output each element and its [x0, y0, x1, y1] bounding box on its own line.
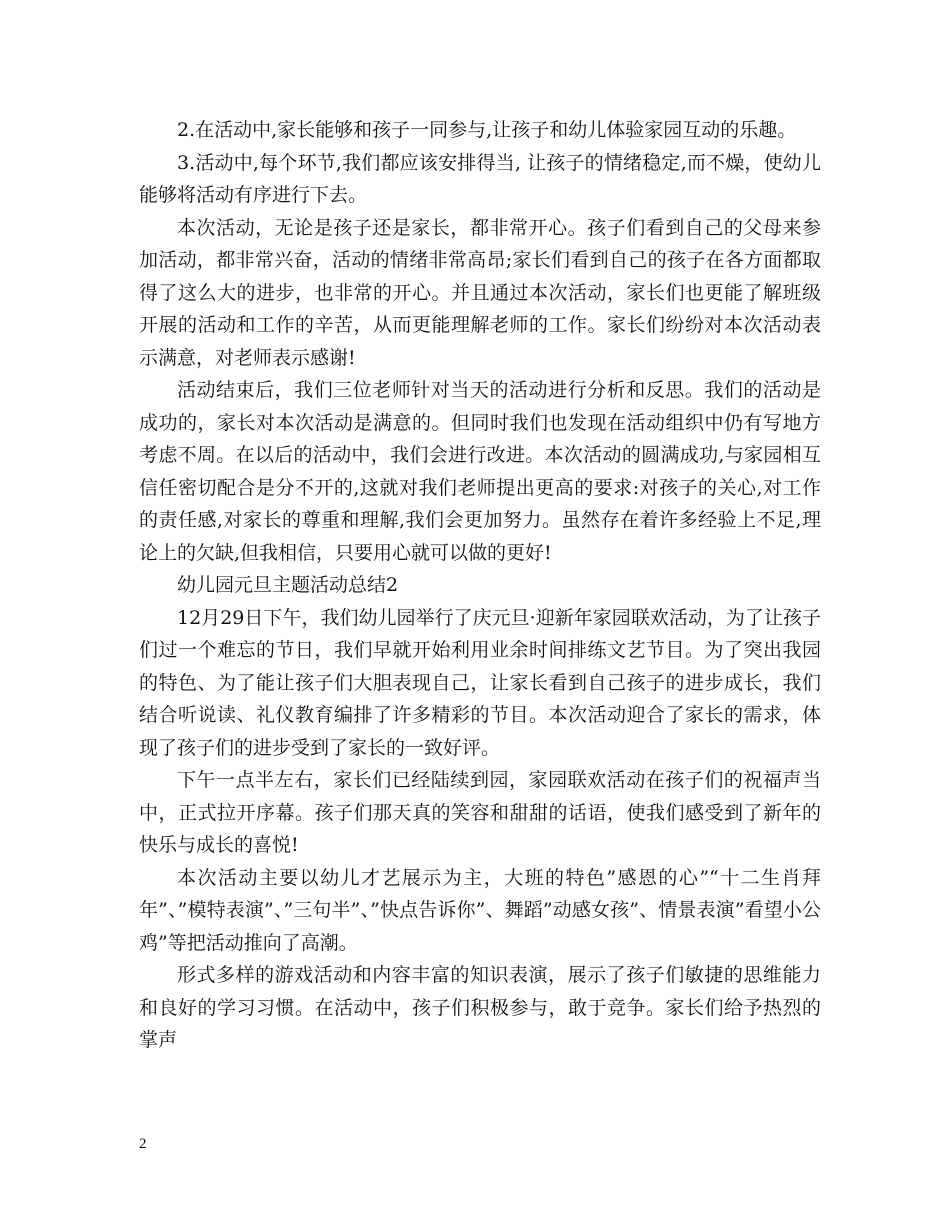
paragraph-performances: 本次活动主要以幼儿才艺展示为主，大班的特色”感恩的心”“十二生肖拜年”、”模特表演”、”三句半”、”快点告诉你”、舞蹈”动感女孩”、情景表演”看望小公鸡”等把活动推向了高潮。 — [139, 866, 821, 954]
paragraph-event-intro: 12月29日下午，我们幼儿园举行了庆元旦·迎新年家园联欢活动，为了让孩子们过一个难忘的节日，我们早就开始利用业余时间排练文艺节目。为了突出我园的特色、为了能让孩子们大胆表现自己，让家长看到自己孩子的进步成长，我们结合听说读、礼仪教育编排了许多精彩的节目。本次活动迎合了家长的需求，体现了孩子们的进步受到了家长的一致好评。 — [139, 606, 821, 759]
paragraph-item-2: 2.在活动中,家长能够和孩子一同参与,让孩子和幼儿体验家园互动的乐趣。 — [177, 119, 797, 141]
paragraph-reflection: 本次活动，无论是孩子还是家长，都非常开心。孩子们看到自己的父母来参加活动，都非常兴奋，活动的情绪非常高昂;家长们看到自己的孩子在各方面都取得了这么大的进步，也非常的开心。并且通过本次活动，家长们也更能了解班级开展的活动和工作的辛苦，从而更能理解老师的工作。家长们纷纷对本次活动表示满意，对老师表示感谢! — [139, 216, 821, 369]
section-heading: 幼儿园元旦主题活动总结2 — [177, 574, 399, 596]
page-number: 2 — [139, 1136, 147, 1152]
document-body — [139, 114, 821, 1057]
paragraph-opening: 下午一点半左右，家长们已经陆续到园，家园联欢活动在孩子们的祝福声当中，正式拉开序幕。孩子们那天真的笑容和甜甜的话语，使我们感受到了新年的快乐与成长的喜悦! — [139, 769, 821, 856]
paragraph-after-activity: 活动结束后，我们三位老师针对当天的活动进行分析和反思。我们的活动是成功的，家长对本次活动是满意的。但同时我们也发现在活动组织中仍有写地方考虑不周。在以后的活动中，我们会进行改进。本次活动的圆满成功,与家园相互信任密切配合是分不开的,这就对我们老师提出更高的要求:对孩子的关心,对工作的责任感,对家长的尊重和理解,我们会更加努力。虽然存在着许多经验上不足,理论上的欠缺,但我相信，只要用心就可以做的更好! — [139, 379, 821, 564]
paragraph-games: 形式多样的游戏活动和内容丰富的知识表演，展示了孩子们敏捷的思维能力和良好的学习习惯。在活动中，孩子们积极参与，敢于竞争。家长们给予热烈的掌声 — [139, 964, 821, 1051]
paragraph-item-3: 3.活动中,每个环节,我们都应该安排得当, 让孩子的情绪稳定,而不燥，使幼儿能够将活动有序进行下去。 — [139, 151, 821, 206]
